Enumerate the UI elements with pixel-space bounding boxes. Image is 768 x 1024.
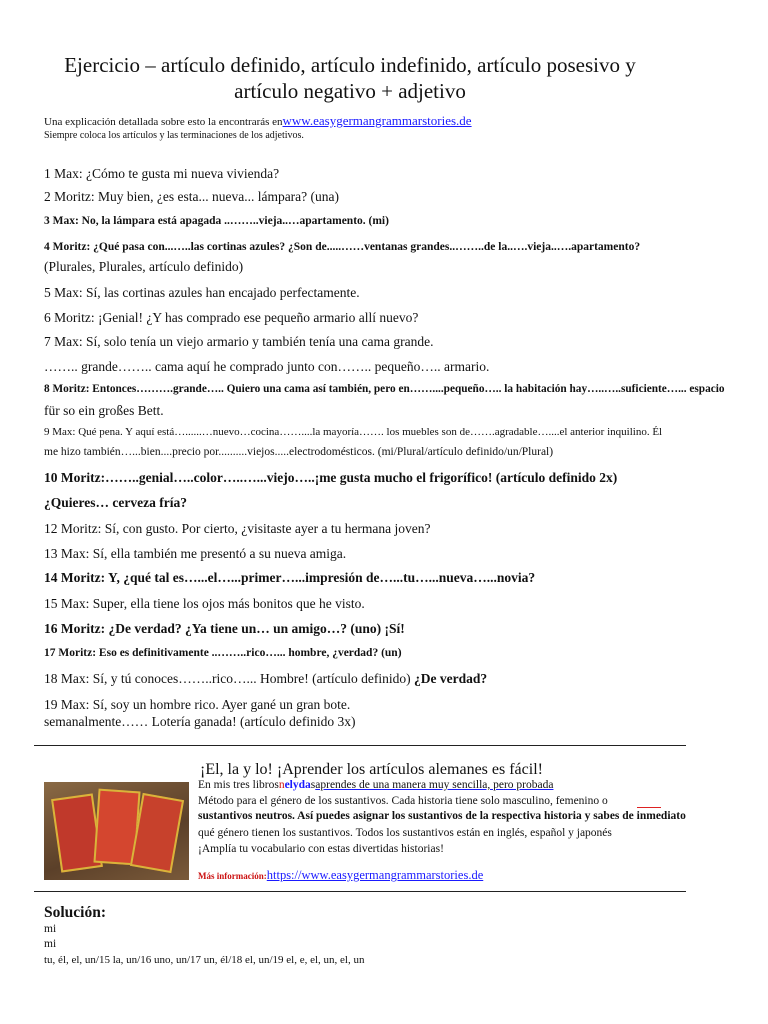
page-title [30, 52, 670, 104]
solution-line-2: mi [44, 938, 57, 950]
exercise-7: 7 Max: Sí, solo tenía un viejo armario y también tenía una cama grande. [44, 334, 434, 349]
exercise-4: 4 Moritz: ¿Qué pasa con...…..las cortinas azules? ¿Son de.....……ventanas grandes..……..de la..….vieja..….apartamento? [44, 241, 641, 253]
exercise-7-cont: …….. grande…….. cama aquí he comprado junto con…….. pequeño….. armario. [44, 359, 490, 374]
exercise-2: 2 Moritz: Muy bien, ¿es esta... nueva... lámpara? (una) [44, 189, 340, 204]
exercise-9: 9 Max: Qué pena. Y aquí está…......…nuevo…cocina……....la mayoría……. los muebles son de…….agradable…....el anterior inquilino. Él [44, 426, 663, 438]
exercise-17: 17 Moritz: Eso es definitivamente ..……..rico…... hombre, ¿verdad? (un) [44, 647, 402, 659]
ad-title: ¡El, la y lo! ¡Aprender los artículos alemanes es fácil! [200, 761, 543, 778]
solution-line-1: mi [44, 923, 57, 935]
exercise-18 [44, 671, 487, 687]
intro-text: Una explicación detallada sobre esto la encontrarás en [44, 116, 283, 128]
ad-line-5: ¡Amplía tu vocabulario con estas divertidas historias! [198, 843, 444, 855]
exercise-8-cont: für so ein großes Bett. [44, 403, 164, 418]
exercise-5: 5 Max: Sí, las cortinas azules han encajado perfectamente. [44, 285, 360, 300]
ad-more-label: Más información: [198, 871, 267, 881]
exercise-19-cont: semanalmente…… Lotería ganada! (artículo definido 3x) [44, 714, 356, 729]
exercise-12: 12 Moritz: Sí, con gusto. Por cierto, ¿visitaste ayer a tu hermana joven? [44, 521, 431, 536]
title-line-1: Ejercicio – artículo definido, artículo indefinido, artículo posesivo y [64, 53, 636, 77]
ad-line-1e: aprendes de una manera muy sencilla, pero probada [315, 779, 554, 791]
exercise-18-text: 18 Max: Sí, y tú conoces……..rico…... Hombre! (artículo definido) [44, 671, 411, 686]
solution-line-3: tu, él, el, un/15 la, un/16 uno, un/17 un, él/18 el, un/19 el, e, el, un, el, un [44, 954, 365, 966]
ad-red-underline [637, 807, 661, 808]
exercise-3: 3 Max: No, la lámpara está apagada ..……..vieja..…apartamento. (mi) [44, 215, 389, 227]
exercise-18-bold: ¿De verdad? [414, 671, 488, 686]
books-image [44, 782, 189, 880]
exercise-16: 16 Moritz: ¿De verdad? ¿Ya tiene un… un amigo…? (uno) ¡Sí! [44, 621, 405, 636]
exercise-1: 1 Max: ¿Cómo te gusta mi nueva vivienda? [44, 166, 280, 181]
ad-line-1 [198, 779, 553, 791]
exercise-8: 8 Moritz: Entonces……….grande….. Quiero una cama así también, pero en……....pequeño….. la habitación hay…..…..suficiente…... espacio [44, 383, 725, 395]
exercise-4-hint: (Plurales, Plurales, artículo definido) [44, 259, 244, 274]
exercise-9-cont: me hizo también…...bien....precio por..........viejos.....electrodomésticos. (mi/Plural/artículo definido/un/Plural) [44, 446, 554, 458]
divider-bottom [34, 891, 686, 892]
intro-line [44, 113, 472, 129]
exercise-15: 15 Max: Super, ella tiene los ojos más bonitos que he visto. [44, 596, 365, 611]
ad-line-1d: s [310, 779, 316, 791]
exercise-13: 13 Max: Sí, ella también me presentó a su nueva amiga. [44, 546, 347, 561]
exercise-19: 19 Max: Sí, soy un hombre rico. Ayer gané un gran bote. [44, 697, 351, 712]
ad-line-4: qué género tienen los sustantivos. Todos los sustantivos están en inglés, español y japonés [198, 827, 612, 839]
exercise-10: 10 Moritz:……..genial…..color…..…...viejo…..¡me gusta mucho el frigorífico! (artículo definido 2x) [44, 470, 618, 485]
title-line-2: artículo negativo + adjetivo [234, 79, 466, 103]
ad-line-1a: En mis tres libros [198, 779, 279, 791]
intro-link[interactable]: www.easygermangrammarstories.de [282, 113, 472, 128]
ad-more-info [198, 866, 483, 884]
solution-heading: Solución: [44, 904, 107, 921]
exercise-6: 6 Moritz: ¡Genial! ¿Y has comprado ese pequeño armario allí nuevo? [44, 310, 419, 325]
divider-top [34, 745, 686, 746]
ad-line-3: sustantivos neutros. Así puedes asignar los sustantivos de la respectiva historia y sabes de inmediato [198, 810, 686, 822]
exercise-11: ¿Quieres… cerveza fría? [44, 495, 187, 510]
exercise-14: 14 Moritz: Y, ¿qué tal es…...el…...primer…...impresión de…...tu…...nueva…...novia? [44, 570, 536, 585]
ad-line-2: Método para el género de los sustantivos. Cada historia tiene solo masculino, femenino o [198, 795, 608, 807]
ad-line-1b: n [278, 779, 285, 791]
ad-line-1c: elyda [284, 779, 311, 791]
intro-note: Siempre coloca los artículos y las terminaciones de los adjetivos. [44, 130, 304, 141]
ad-more-link[interactable]: https://www.easygermangrammarstories.de [266, 868, 484, 882]
